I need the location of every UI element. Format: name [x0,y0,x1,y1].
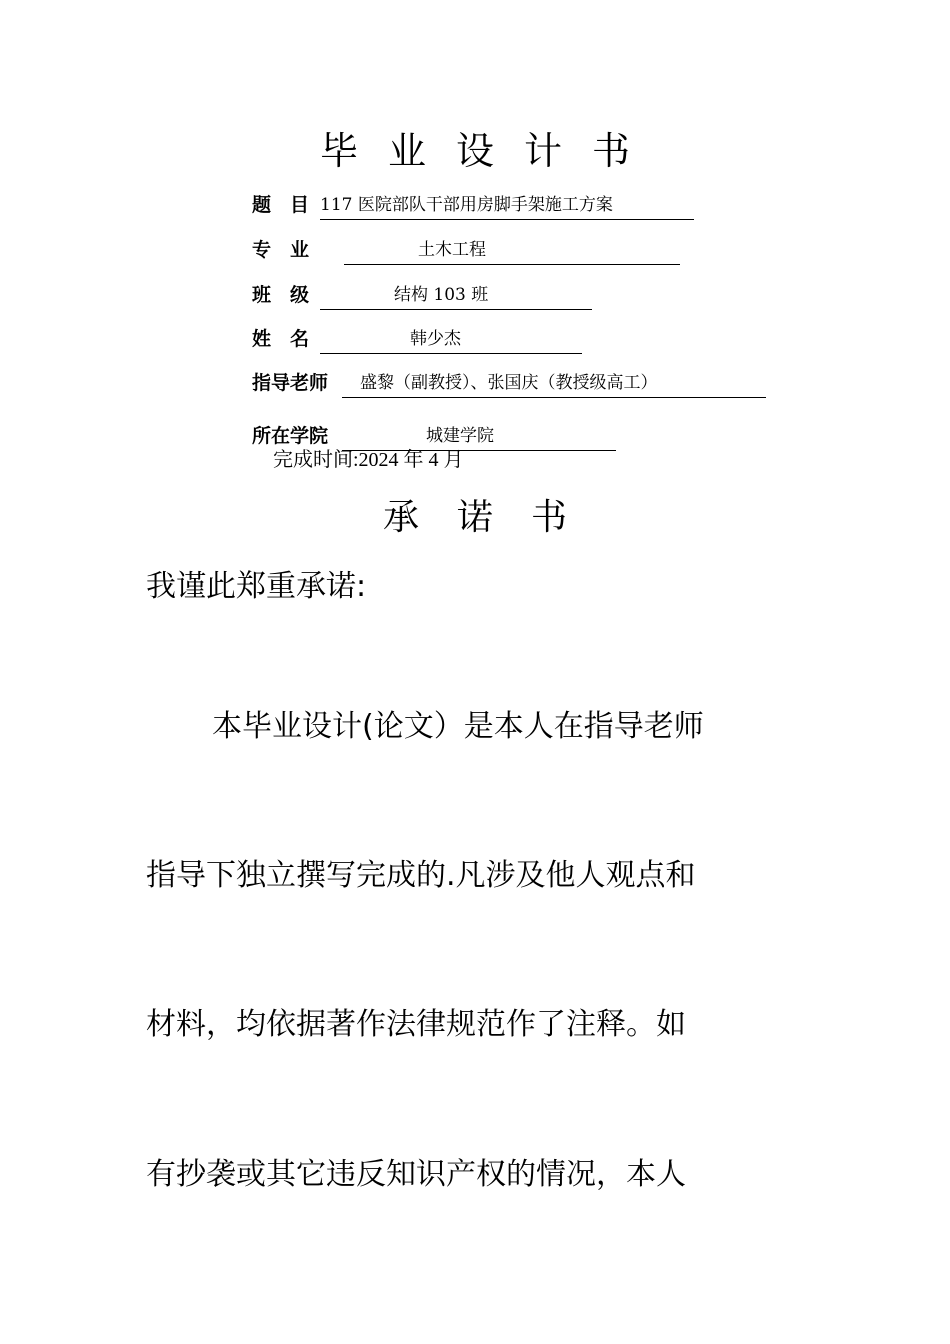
field-label-class: 班 级 [252,284,310,306]
field-label-topic: 题 目 [252,194,310,216]
pledge-line: 材料，均依据著作法律规范作了注释。如 [146,1007,686,1042]
document-title: 毕业设计书 [319,129,660,173]
field-value-class: 结构 103 班 [320,280,592,310]
field-value-topic: 117 医院部队干部用房脚手架施工方案 [320,190,694,220]
pledge-line: 指导下独立撰写完成的.凡涉及他人观点和 [146,858,696,893]
field-label-advisor: 指导老师 [252,372,329,394]
field-value-college: 城建学院 [342,421,616,451]
field-value-advisor: 盛黎（副教授）、张国庆（教授级高工） [342,368,766,398]
field-value-major: 土木工程 [344,235,680,265]
field-label-major: 专 业 [252,239,310,261]
field-advisor [252,368,772,398]
field-class [252,280,612,310]
field-name [252,324,602,354]
field-value-name: 韩少杰 [320,324,582,354]
pledge-title: 承诺书 [382,497,605,538]
pledge-line: 本毕业设计(论文）是本人在指导老师 [212,709,704,744]
field-label-name: 姓 名 [252,328,310,350]
field-label-college: 所在学院 [252,425,329,447]
pledge-line: 有抄袭或其它违反知识产权的情况，本人 [146,1157,686,1192]
field-topic [252,190,712,220]
pledge-line: 我谨此郑重承诺: [146,569,367,604]
completion-date: 完成时间:2024 年 4 月 [273,449,464,471]
field-major [252,235,692,265]
